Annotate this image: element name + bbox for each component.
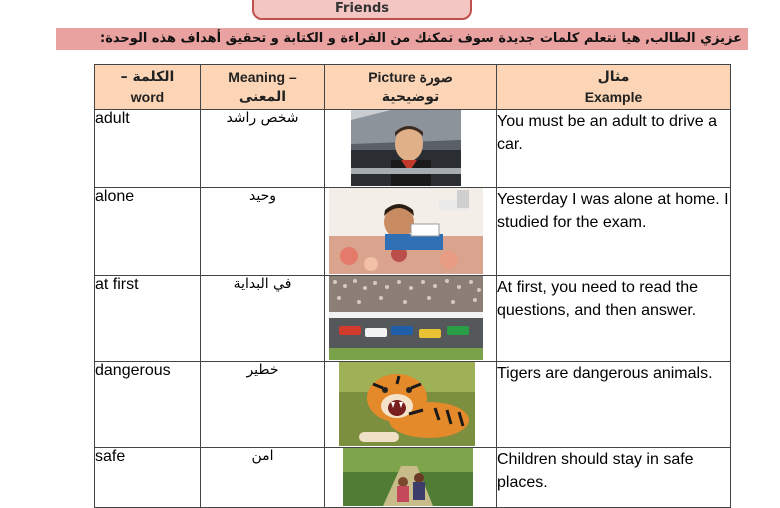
boy-studying-photo	[329, 188, 483, 274]
vocabulary-table	[94, 64, 731, 508]
word-cell: safe	[95, 448, 201, 508]
header-word-ar: الكلمة –	[120, 69, 175, 85]
header-picture	[325, 65, 497, 110]
car-race-photo	[329, 276, 483, 360]
picture-cell	[325, 276, 497, 362]
header-word	[95, 65, 201, 110]
unit-title-tab	[252, 0, 472, 20]
header-word-en: word	[130, 89, 165, 105]
header-picture-ar: توضيحية	[381, 89, 440, 105]
meaning-cell: خطير	[201, 362, 325, 448]
word-cell: at first	[95, 276, 201, 362]
header-example-en: Example	[584, 89, 643, 105]
word-cell: adult	[95, 110, 201, 188]
picture-cell	[325, 110, 497, 188]
meaning-cell: امن	[201, 448, 325, 508]
header-meaning-ar: المعنى	[238, 89, 287, 105]
word-cell: alone	[95, 188, 201, 276]
example-cell: At first, you need to read the questions, and then answer.	[497, 276, 731, 362]
header-example-ar: مثال	[597, 69, 630, 85]
table-row	[95, 448, 731, 508]
table-row	[95, 110, 731, 188]
man-in-car-photo	[351, 110, 461, 186]
picture-cell	[325, 188, 497, 276]
meaning-cell: في البداية	[201, 276, 325, 362]
example-cell: You must be an adult to drive a car.	[497, 110, 731, 188]
example-cell: Yesterday I was alone at home. I studied for the exam.	[497, 188, 731, 276]
header-meaning-en: Meaning –	[228, 69, 297, 85]
meaning-cell: وحيد	[201, 188, 325, 276]
header-example	[497, 65, 731, 110]
picture-cell	[325, 362, 497, 448]
meaning-cell: شخص راشد	[201, 110, 325, 188]
example-cell: Tigers are dangerous animals.	[497, 362, 731, 448]
picture-cell	[325, 448, 497, 508]
table-row	[95, 276, 731, 362]
example-cell: Children should stay in safe places.	[497, 448, 731, 508]
intro-instruction: عزيزي الطالب, هيا نتعلم كلمات جديدة سوف تمكنك من القراءة و الكتابة و تحقيق أهداف هذه الوحدة:	[56, 28, 748, 50]
tiger-photo	[339, 362, 475, 446]
unit-title: Friends	[334, 1, 390, 16]
children-walking-photo	[343, 448, 473, 506]
header-picture-en: Picture صورة	[368, 69, 453, 85]
header-meaning	[201, 65, 325, 110]
word-cell: dangerous	[95, 362, 201, 448]
table-header-row	[95, 65, 731, 110]
table-row	[95, 188, 731, 276]
table-row	[95, 362, 731, 448]
